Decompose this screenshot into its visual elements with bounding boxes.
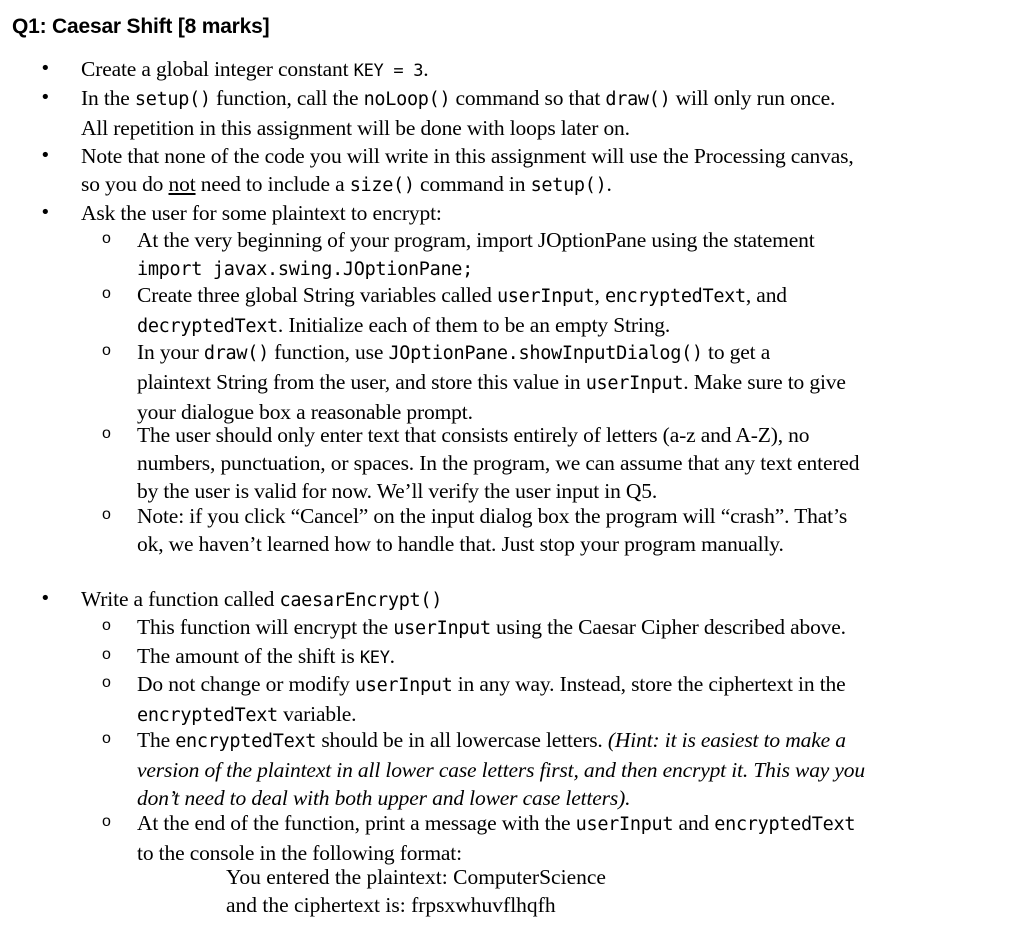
text: plaintext String from the user, and store this value in [137,370,586,394]
code-userinput: userInput [575,814,674,835]
text: Do not change or modify [137,672,355,696]
text: numbers, punctuation, or spaces. In the program, we can assume that any text entered [137,451,860,475]
code-encryptedtext: encryptedText [137,705,278,726]
text: will only run once. [670,86,836,110]
text: Create three global String variables called [137,283,497,307]
bullet-setup-noloop [81,84,1016,142]
text: . Make sure to give [683,370,846,394]
text: All repetition in this assignment will be done with loops later on. [81,116,630,140]
sub-bullet-cancel-note [137,502,1017,558]
sub-bullet-import [137,226,1017,284]
text: by the user is valid for now. We’ll verify the user input in Q5. [137,479,658,503]
text: in any way. Instead, store the ciphertext in the [452,672,846,696]
text: The user should only enter text that consists entirely of letters (a-z and A-Z), no [137,423,810,447]
text: This function will encrypt the [137,615,394,639]
example-output-line-1: You entered the plaintext: ComputerScience [226,865,606,889]
text: , and [745,283,787,307]
hint-text: version of the plaintext in all lower case letters first, and then encrypt it. This way you [137,758,866,782]
sub-bullet-lowercase-hint [137,726,1017,812]
code-encryptedtext: encryptedText [604,286,746,307]
code-encryptedtext: encryptedText [175,731,317,752]
code-userinput: userInput [585,373,684,394]
text: The amount of the shift is [137,644,360,668]
text: Ask the user for some plaintext to encrypt: [81,201,442,225]
code-encryptedtext: encryptedText [714,814,856,835]
text: to get a [702,340,771,364]
text: should be in all lowercase letters. [316,728,608,752]
code-key: KEY [359,648,390,668]
example-output-line-2: and the ciphertext is: frpsxwhuvflhqfh [226,893,556,917]
code-decryptedtext: decryptedText [137,316,278,337]
code-size: size() [349,175,415,196]
text: At the end of the function, print a message with the [137,811,576,835]
text: using the Caesar Cipher described above. [490,615,846,639]
code-noloop: noLoop() [363,89,451,110]
text: The [137,728,176,752]
code-draw: draw() [605,89,671,110]
text: At the very beginning of your program, import JOptionPane using the statement [137,228,815,252]
text: your dialogue box a reasonable prompt. [137,400,473,424]
underlined-not: not [168,172,196,196]
text: variable. [277,702,357,726]
text: . [389,644,395,668]
text: Create a global integer constant [81,57,354,81]
sub-bullet-globals [137,281,1017,341]
bullet-no-canvas [81,142,1016,200]
text: ok, we haven’t learned how to handle that. Just stop your program manually. [137,532,784,556]
code-caesarencrypt: caesarEncrypt() [279,590,443,611]
sub-bullet-no-modify [137,670,1017,730]
sub-bullet-encrypt-input [137,613,1017,643]
text: In the [81,86,135,110]
question-title: Q1: Caesar Shift [8 marks] [12,15,270,38]
text: need to include a [195,172,350,196]
code-key: KEY = 3 [353,61,424,81]
text: . [423,57,429,81]
text: function, use [268,340,389,364]
sub-bullet-letters-only [137,421,1017,505]
text: so you do [81,172,169,196]
code-userinput: userInput [393,618,491,639]
bullet-caesar-encrypt [81,585,1016,615]
text: and [673,811,715,835]
text: , [594,283,605,307]
code-draw: draw() [203,343,269,364]
code-import: import javax.swing.JOptionPane; [137,259,473,280]
text: Note: if you click “Cancel” on the input dialog box the program will “crash”. That’s [137,504,848,528]
text: function, call the [210,86,364,110]
bullet-ask-user [81,199,1016,227]
hint-text: (Hint: it is easiest to make a [607,728,846,752]
sub-bullet-print-message [137,809,1017,867]
text: . [606,172,612,196]
text: . Initialize each of them to be an empty String. [277,313,671,337]
code-showinputdialog: JOptionPane.showInputDialog() [388,343,703,364]
text: command so that [450,86,606,110]
code-userinput: userInput [496,286,595,307]
code-setup: setup() [134,89,211,110]
code-setup: setup() [530,175,607,196]
text: to the console in the following format: [137,841,462,865]
text: command in [414,172,531,196]
text: In your [137,340,204,364]
code-userinput: userInput [354,675,453,696]
sub-bullet-input-dialog [137,338,1017,426]
text: Note that none of the code you will write in this assignment will use the Processing canvas, [81,144,854,168]
text: Write a function called [81,587,280,611]
bullet-global-constant [81,55,1016,85]
sub-bullet-shift-amount [137,642,1017,672]
hint-text: don’t need to deal with both upper and lower case letters). [137,786,631,810]
